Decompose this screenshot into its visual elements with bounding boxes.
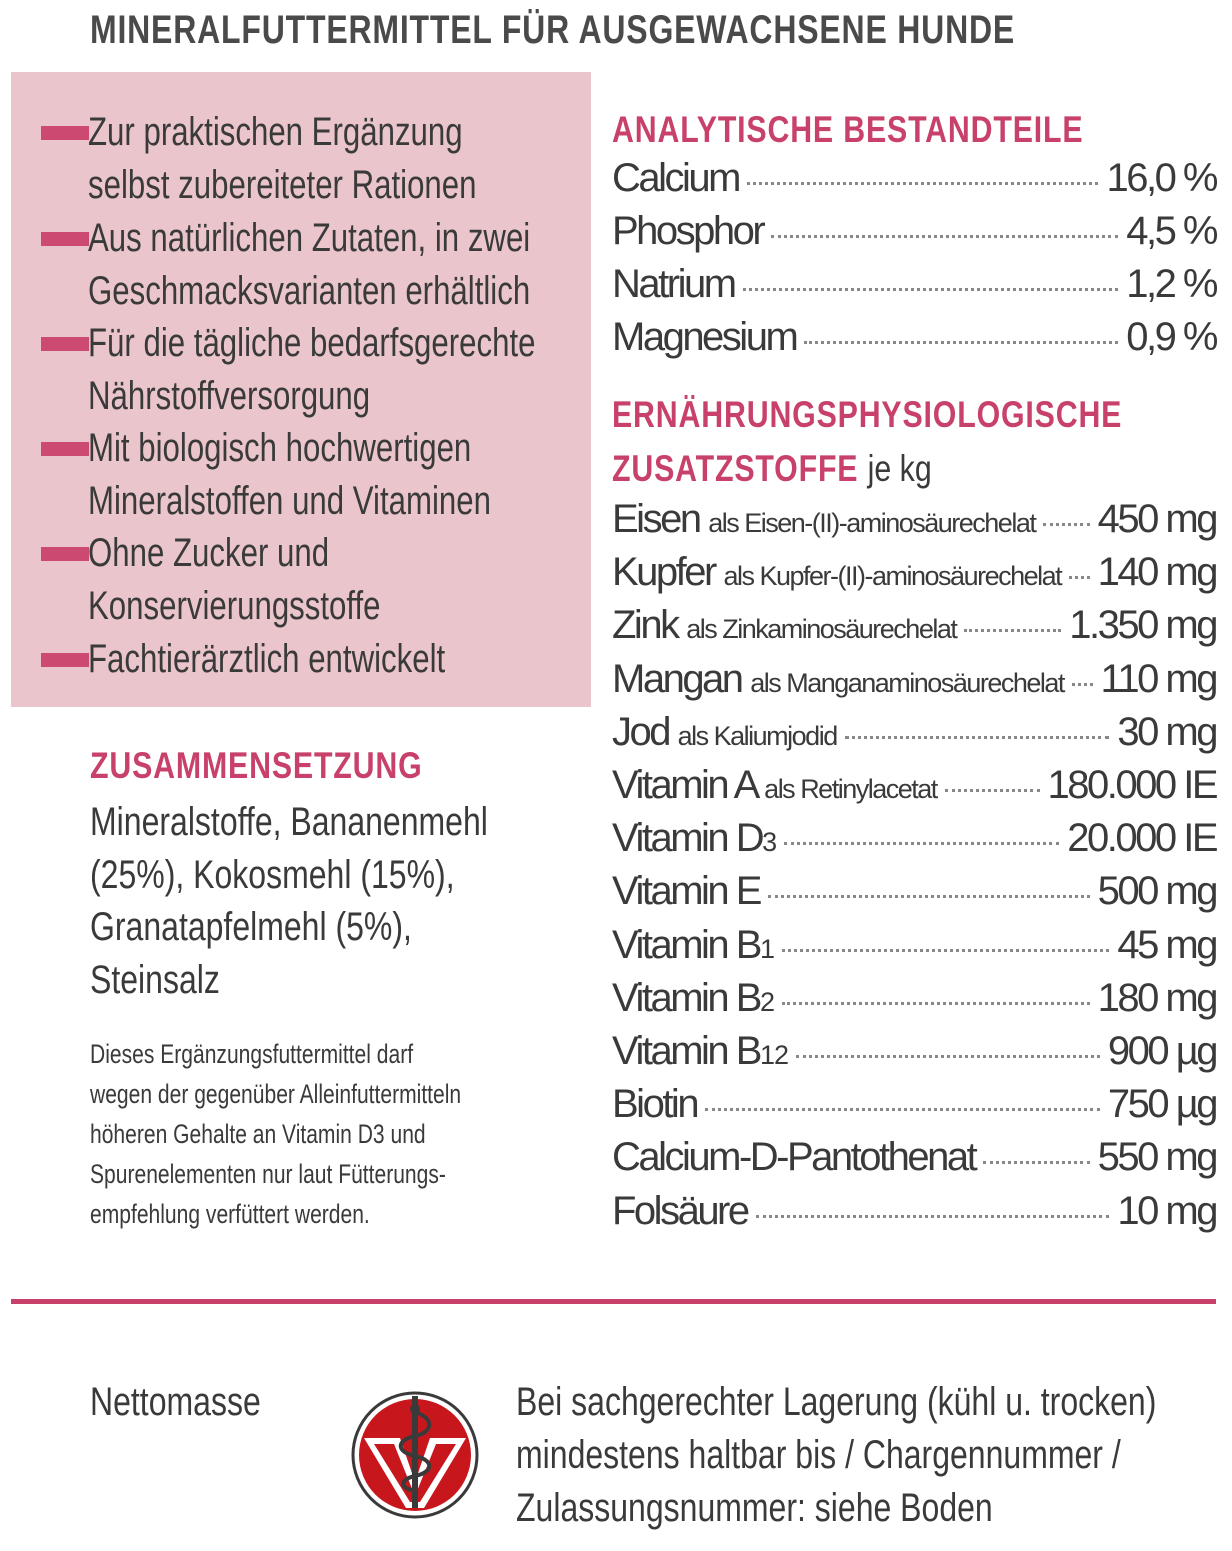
note-line: höheren Gehalte an Vitamin D3 und <box>90 1119 426 1149</box>
composition-line: (25%), Kokosmehl (15%), <box>90 852 455 897</box>
nutrient-name <box>612 315 796 360</box>
nutrient-value: 450 mg <box>1097 497 1216 541</box>
nutrient-name <box>612 1135 975 1180</box>
nutrient-value: 180 mg <box>1097 975 1216 1020</box>
feeding-note <box>90 1034 590 1234</box>
dot-leader <box>845 736 1110 739</box>
nutrient-label: Calcium <box>612 156 739 200</box>
nutrient-name <box>612 1082 697 1127</box>
nutrient-name <box>612 976 774 1021</box>
additive-row <box>612 1029 1216 1081</box>
nutrient-value: 900 µg <box>1107 1029 1216 1073</box>
dot-leader <box>705 1108 1100 1111</box>
dot-leader <box>945 789 1040 792</box>
additive-row <box>612 1189 1216 1241</box>
veterinary-caduceus-v-icon <box>350 1390 480 1520</box>
nutrient-value: 20.000 IE <box>1067 816 1216 861</box>
nutrient-label: Vitamin D <box>612 816 763 861</box>
additives-heading-text: ZUSATZSTOFFE <box>612 448 859 489</box>
nutrient-label: Magnesium <box>612 315 797 359</box>
nutrient-label: Phosphor <box>612 209 764 253</box>
nutrient-index: 1 <box>759 933 774 964</box>
features-box <box>11 72 591 707</box>
nutrient-source: als Kupfer-(II)-aminosäurechelat <box>723 561 1062 592</box>
composition-text <box>90 796 590 1006</box>
bullet-bar <box>41 442 89 456</box>
bullet-bar <box>41 547 89 561</box>
per-kg-label: je kg <box>867 448 932 489</box>
dot-leader <box>796 1055 1100 1058</box>
nutrient-index: 2 <box>759 986 774 1017</box>
feature-line: Aus natürlichen Zutaten, in zwei <box>88 216 531 260</box>
net-mass-label: Nettomasse <box>90 1380 261 1424</box>
nutrient-value: 0,9 % <box>1126 315 1216 359</box>
dot-leader <box>983 1161 1089 1164</box>
composition-line: Granatapfelmehl (5%), <box>90 905 412 949</box>
dot-leader <box>1072 683 1093 686</box>
nutrient-label: Zink <box>612 603 678 648</box>
nutrient-label: Vitamin B <box>612 1029 760 1073</box>
nutrient-value: 180.000 IE <box>1047 763 1216 807</box>
nutrient-source: als Kaliumjodid <box>677 720 837 751</box>
additive-row <box>612 603 1216 655</box>
additive-row <box>612 497 1216 549</box>
dot-leader <box>768 895 1090 898</box>
dot-leader <box>782 1002 1090 1005</box>
nutrient-source: als Retinylacetat <box>764 774 937 804</box>
nutrient-label: Kupfer <box>612 550 715 595</box>
dot-leader <box>1069 576 1089 579</box>
nutrient-name <box>612 657 1064 702</box>
dot-leader <box>756 1215 1110 1218</box>
additive-row <box>612 710 1216 762</box>
nutrient-label: Calcium-D-Pantothenat <box>612 1135 976 1180</box>
bullet-bar <box>41 232 89 246</box>
nutrient-value: 1,2 % <box>1126 262 1216 306</box>
nutrient-name <box>612 209 763 254</box>
nutrient-value: 500 mg <box>1097 869 1216 914</box>
nutrient-name <box>612 156 739 201</box>
nutrient-label: Vitamin B <box>612 922 760 967</box>
nutrient-name <box>612 1029 788 1074</box>
analytical-row <box>612 315 1216 367</box>
nutrient-name <box>612 550 1061 595</box>
nutrient-value: 550 mg <box>1097 1135 1216 1180</box>
divider <box>11 1299 1216 1304</box>
storage-line: Bei sachgerechter Lagerung (kühl u. trocken) <box>516 1380 1157 1424</box>
note-line: empfehlung verfüttert werden. <box>90 1199 370 1229</box>
additive-row <box>612 816 1216 868</box>
nutrient-value: 10 mg <box>1117 1188 1216 1233</box>
storage-line: Zulassungsnummer: siehe Boden <box>516 1486 993 1530</box>
nutrient-label: Vitamin A <box>612 763 756 807</box>
nutrient-value: 30 mg <box>1117 709 1216 754</box>
nutrient-label: Folsäure <box>612 1188 748 1233</box>
page-title: MINERALFUTTERMITTEL FÜR AUSGEWACHSENE HUNDE <box>90 8 1016 52</box>
nutrient-name <box>612 603 956 648</box>
note-line: wegen der gegenüber Alleinfuttermitteln <box>90 1079 462 1109</box>
storage-info <box>516 1376 1216 1535</box>
dot-leader <box>771 235 1118 238</box>
nutrient-name <box>612 869 760 914</box>
nutrient-label: Mangan <box>612 656 742 701</box>
feature-line: Konservierungsstoffe <box>88 584 381 628</box>
composition-line: Mineralstoffe, Bananenmehl <box>90 800 488 844</box>
additives-heading: ERNÄHRUNGSPHYSIOLOGISCHE <box>612 394 1123 435</box>
nutrient-source: als Zinkaminosäurechelat <box>686 614 957 645</box>
additive-row <box>612 763 1216 815</box>
nutrient-name <box>612 262 735 307</box>
dot-leader <box>743 288 1119 291</box>
nutrient-value: 16,0 % <box>1106 156 1216 200</box>
nutrient-name <box>612 1189 748 1234</box>
feature-line: Ohne Zucker und <box>88 531 330 575</box>
additive-row <box>612 923 1216 975</box>
feature-line: Für die tägliche bedarfsgerechte <box>88 321 536 365</box>
nutrient-source: als Eisen-(II)-aminosäurechelat <box>708 508 1036 538</box>
nutrient-label: Eisen <box>612 497 700 541</box>
feature-line: Geschmacksvarianten erhältlich <box>88 269 531 313</box>
nutrient-name <box>612 710 837 755</box>
dot-leader <box>782 949 1109 952</box>
additive-row <box>612 550 1216 602</box>
nutrient-name <box>612 763 937 808</box>
nutrient-value: 4,5 % <box>1126 209 1216 253</box>
bullet-bar <box>41 126 89 140</box>
nutrient-value: 110 mg <box>1100 656 1216 701</box>
note-line: Spurenelementen nur laut Fütterungs- <box>90 1159 446 1189</box>
nutrient-index: 3 <box>762 827 777 858</box>
feature-line: Mineralstoffen und Vitaminen <box>88 479 491 523</box>
dot-leader <box>804 341 1118 344</box>
dot-leader <box>1043 523 1089 526</box>
additive-row <box>612 976 1216 1028</box>
nutrient-value: 45 mg <box>1117 922 1216 967</box>
additive-row <box>612 1135 1216 1187</box>
bullet-bar <box>41 337 89 351</box>
note-line: Dieses Ergänzungsfuttermittel darf <box>90 1039 414 1069</box>
nutrient-label: Biotin <box>612 1082 698 1127</box>
dot-leader <box>747 182 1098 185</box>
feature-line: selbst zubereiteter Rationen <box>88 163 477 207</box>
additive-row <box>612 1082 1216 1134</box>
nutrient-label: Natrium <box>612 262 735 306</box>
nutrient-value: 1.350 mg <box>1069 603 1216 648</box>
additives-heading-line2 <box>612 443 1002 495</box>
dot-leader <box>784 842 1059 845</box>
composition-heading: ZUSAMMENSETZUNG <box>90 745 423 786</box>
nutrient-name <box>612 497 1035 542</box>
nutrient-index: 12 <box>759 1040 788 1070</box>
additive-row <box>612 657 1216 709</box>
storage-line: mindestens haltbar bis / Chargennummer / <box>516 1433 1121 1477</box>
analytical-row <box>612 209 1216 261</box>
nutrient-value: 750 µg <box>1107 1082 1216 1127</box>
analytical-row <box>612 262 1216 314</box>
analytical-row <box>612 156 1216 208</box>
bullet-bar <box>41 653 89 667</box>
additive-row <box>612 869 1216 921</box>
dot-leader <box>964 629 1061 632</box>
feature-line: Zur praktischen Ergänzung <box>88 110 463 154</box>
nutrient-source: als Manganaminosäurechelat <box>750 667 1064 698</box>
nutrient-name <box>612 816 776 861</box>
feature-line: Mit biologisch hochwertigen <box>88 426 472 470</box>
composition-line: Steinsalz <box>90 957 220 1002</box>
analytical-heading: ANALYTISCHE BESTANDTEILE <box>612 109 1084 150</box>
nutrient-label: Jod <box>612 709 669 754</box>
feature-line: Fachtierärztlich entwickelt <box>88 637 446 681</box>
nutrient-label: Vitamin B <box>612 975 760 1020</box>
nutrient-name <box>612 923 774 968</box>
nutrient-label: Vitamin E <box>612 869 760 914</box>
nutrient-value: 140 mg <box>1097 550 1216 595</box>
feature-line: Nährstoffversorgung <box>88 374 371 418</box>
